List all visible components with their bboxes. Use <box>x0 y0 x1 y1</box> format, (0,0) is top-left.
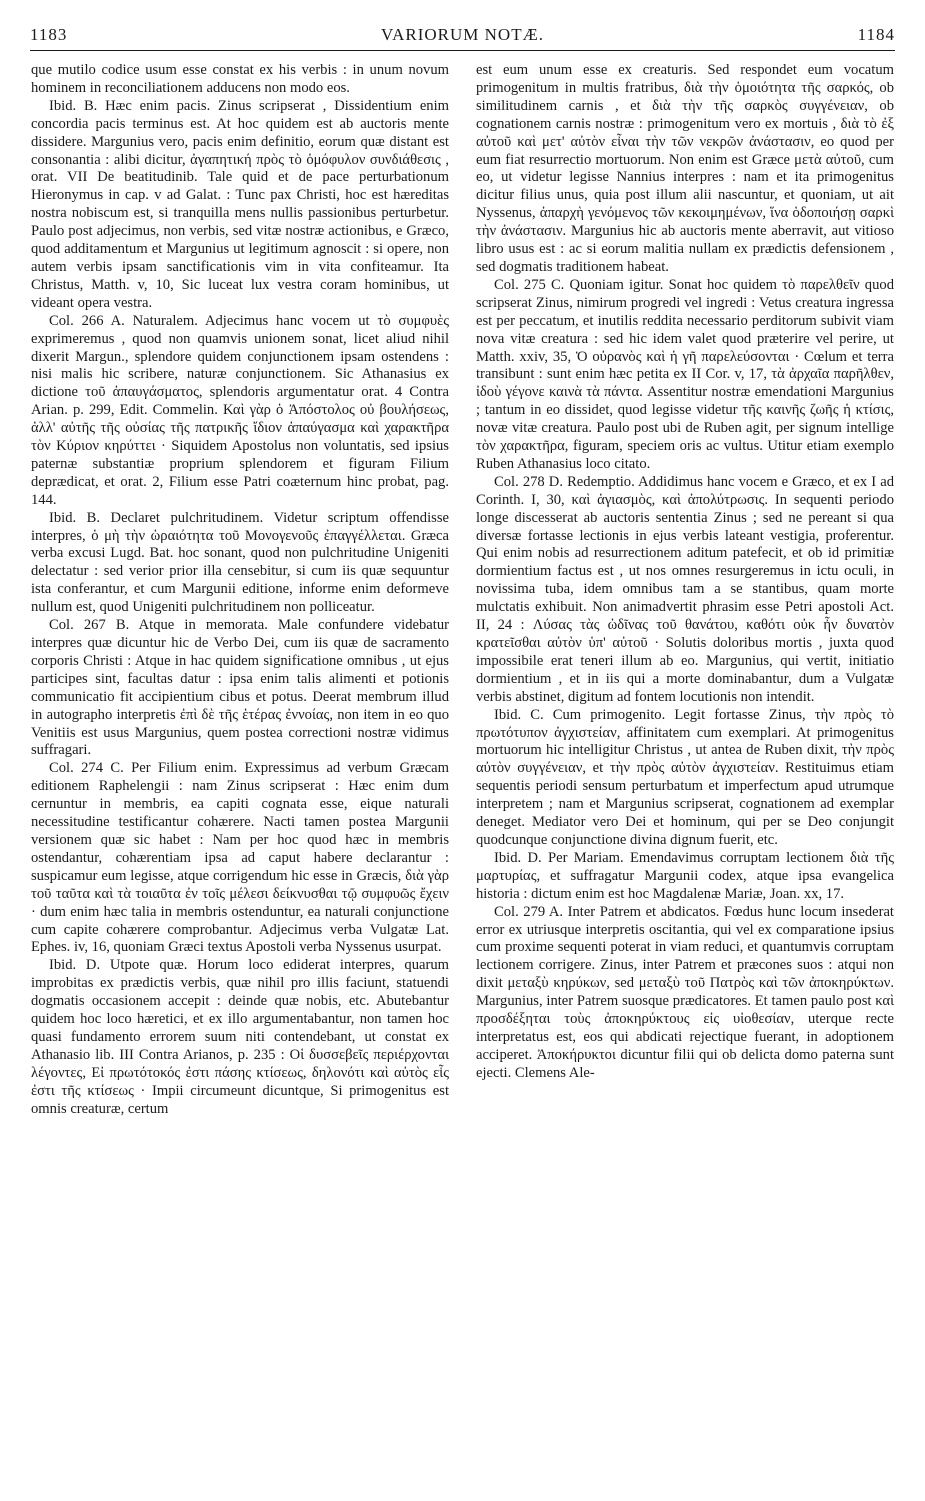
left-column <box>31 62 449 1487</box>
note-paragraph: Ibid. D. Utpote quæ. Horum loco ediderat interpres, quarum improbitas ex prædictis verbis, quæ nihil pro illis faciunt, statuendi dogmatis occasionem accepit : deinde quæ nobis, etc. Abutebantur quidem hoc loco hæretici, et ex illo argumentabantur, non tamen hoc quasi fundamento errorem suum niti contendebant, ut constat ex Athanasio lib. III Contra Arianos, p. 235 : Οἱ δυσσεβεῖς περιέρχονται λέγοντες, Εἰ πρωτότοκός ἐστι πάσης κτίσεως, δηλονότι καὶ αὐτὸς εἷς ἐστι τῆς κτίσεως · Impii circumeunt dicuntque, Si primogenitus est omnis creaturæ, certum <box>31 957 449 1117</box>
note-paragraph: Col. 278 D. Redemptio. Addidimus hanc vocem e Græco, et ex I ad Corinth. I, 30, καὶ ἁγιασμὸς, καὶ ἀπολύτρωσις. In sequenti periodo longe discesserat ab auctoris sententia Zinus ; sed ne pereant si qua diversæ fortasse lectionis in ejus verbis lateant vestigia, proferentur. Qui enim nobis ad resurrectionem aditum patefecit, et ob id primitiæ dormientium factus est , ut nos omnes resurgeremus in ictu oculi, in novissima tuba, idem omnibus tam a se stantibus, quam morte mulctatis exhibuit. Non animadvertit phrasim esse Petri apostoli Act. II, 24 : Λύσας τὰς ὠδῖνας τοῦ θανάτου, καθότι οὐκ ἦν δυνατὸν κρατεῖσθαι αὐτὸν ὑπ' αὐτοῦ · Solutis doloribus mortis , juxta quod impossibile erat teneri illum ab eo. Margunius, qui vertit, initiatio dormientium , et in iis qui a morte dominabantur, dum a Vulgatæ verbis abstinet, digitum ad fontem locutionis non intendit. <box>476 473 894 705</box>
running-header <box>30 20 895 51</box>
running-title: VARIORUM NOTÆ. <box>381 25 544 44</box>
note-paragraph: que mutilo codice usum esse constat ex his verbis : in unum novum hominem in reconciliationem adducens non modo eos. <box>31 62 449 96</box>
right-column <box>476 62 894 1487</box>
note-paragraph: Ibid. B. Declaret pulchritudinem. Videtur scriptum offendisse interpres, ὁ μὴ τὴν ὡραιότητα τοῦ Μονογενοῦς ἐπαγγέλλεται. Græca verba excusi Lugd. Bat. hoc sonant, quod non pulchritudine Unigeniti delectatur : sed verior prior illa censebitur, si cum iis quæ sequuntur ista conferantur, et cum Margunii editione, informe enim deformeve nullum est, quod Unigeniti pulchritudinem non polliceatur. <box>31 509 449 616</box>
note-paragraph: Col. 279 A. Inter Patrem et abdicatos. Fœdus hunc locum insederat error ex utriusque interpretis oscitantia, qui vel ex comparatione ipsius cum proxime sequenti poterat in viam reduci, et quantumvis corruptam lectionem corrigere. Zinus, inter Patrem et præcones suos : atqui non dixit μεταξὺ κηρύκων, sed μεταξὺ τοῦ Πατρὸς καὶ τῶν ἀποκηρύκτων. Margunius, inter Patrem suosque prædicatores. Et tamen paulo post καὶ προσδέξηται τοὺς ἀποκηρύκτους εἰς υἱοθεσίαν, uterque recte interpretatus est, eos qui abdicati rejectique fuerant, in adoptionem acciperet. Ἀποκήρυκτοι dicuntur filii qui ob delicta domo paterna sunt ejecti. Clemens Ale- <box>476 903 894 1081</box>
note-paragraph: Col. 274 C. Per Filium enim. Expressimus ad verbum Græcam editionem Raphelengii : nam Zinus scripserat : Hæc enim dum cernuntur in membris, ea capiti cognata esse, eique naturali necessitudine testificantur cohærere. Nacti tamen postea Margunii versionem quæ sic habet : Nam per hoc quod hæc in membris ostendantur, cohærentiam ipsa ad caput habere declarantur : suspicamur eum legisse, atque corrigendum hic esse in Græcis, διὰ γὰρ τοῦ ταῦτα καὶ τὰ τοιαῦτα ἐν τοῖς μέλεσι δείκνυσθαι τῷ συμφυῶς ἔχειν · dum enim hæc talia in membris ostenduntur, ea naturali conjunctione cum capite cohærere comprobantur. Adjecimus verba Vulgatæ Lat. Ephes. iv, 16, quoniam Græci textus Apostoli verba Nyssenus usurpat. <box>31 760 449 956</box>
note-paragraph: Col. 266 A. Naturalem. Adjecimus hanc vocem ut τὸ συμφυὲς exprimeremus , quod non quamvis unionem sonat, licet aliud nihil dixerit Margun., splendore quidem conjunctionem ipsam ostendens : nisi malis hic scribere, naturæ conjunctionem. Sic Athanasius ex dictione τοῦ ἀπαυγάσματος, splendoris argumentatur orat. 4 Contra Arian. p. 299, Edit. Commelin. Καὶ γὰρ ὁ Ἀπόστολος οὐ βουλήσεως, ἀλλ' αὐτῆς τῆς οὐσίας τῆς πατρικῆς ἴδιον ἀπαύγασμα καὶ χαρακτῆρα τὸν Κύριον κηρύττει · Siquidem Apostolus non voluntatis, sed ipsius paternæ substantiæ proprium splendorem et figuram Filium deprædicat, et orat. 2, Filium esse Patri coæternum hinc probat, pag. 144. <box>31 312 449 508</box>
note-paragraph: Ibid. D. Per Mariam. Emendavimus corruptam lectionem διὰ τῆς μαρτυρίας, et suffragatur Margunii codex, atque ipsa evangelica historia : dictum enim est hoc Magdalenæ Mariæ, Joan. xx, 17. <box>476 849 894 902</box>
note-paragraph: Ibid. B. Hæc enim pacis. Zinus scripserat , Dissidentium enim concordia pacis terminus est. At hoc quidem est ab auctoris mente dissidere. Margunius vero, pacis enim definitio, eorum quæ distant est consonantia : alibi dicitur, ἀγαπητική πρὸς τὸ ὁμόφυλον συνδιάθεσις , orat. VII De beatitudinib. Tale quid et de pace perturbationum Hieronymus in cap. v ad Galat. : Tunc pax Christi, hoc est hæreditas nostra nobiscum est, si tranquilla mens nullis passionibus perturbetur. Paulo post adjecimus, non verbis, sed vitæ nostræ actionibus, e Græco, quod additamentum et Margunius ut legitimum agnoscit : si opere, non autem verbis ipsam sanctificationis vim in vita confiteamur. Ita Christus, Matth. v, 10, Sic luceat lux vestra coram hominibus, ut videant opera vestra. <box>31 97 449 311</box>
note-paragraph: Col. 275 C. Quoniam igitur. Sonat hoc quidem τὸ παρελθεῖν quod scripserat Zinus, nimirum progredi vel ingredi : Vetus creatura ingressa est per peccatum, et inutilis reddita necessario perditorum subivit viam nova vitæ creatura : sed hic idem valet quod præterire vel perire, ut Matth. xxiv, 35, Ὁ οὐρανὸς καὶ ἡ γῆ παρελεύσονται · Cœlum et terra transibunt : sunt enim hæc petita ex II Cor. v, 17, τὰ ἀρχαῖα παρῆλθεν, ἰδοὺ γέγονε καινὰ τὰ πάντα. Assentitur nostræ emendationi Margunius ; tantum in eo dissidet, quod legisse videtur τῆς καινῆς ζωῆς ἡ κτίσις, novæ vitæ creatura. Paulo post ubi de Ruben agit, per signum intellige τὸν χαρακτῆρα, figuram, speciem oris ac vultus. Utitur etiam exemplo Ruben Athanasius loco citato. <box>476 276 894 472</box>
note-paragraph: Ibid. C. Cum primogenito. Legit fortasse Zinus, τὴν πρὸς τὸ πρωτότυπον ἀγχιστείαν, affinitatem cum exemplari. At primogenitus mortuorum hic intelligitur Christus , ut antea de Ruben dixit, τὴν πρὸς αὐτὸν συγγένειαν, et τὴν πρὸς αὐτὸν ἀγχιστείαν. Restituimus etiam sequentis periodi sensum perturbatum et imperfectum apud utrumque interpretem ; nam et Margunius scripserat, cognationem ad exemplar deneget. Mediator vero Dei et hominum, qui per se Deo conjungit quodcunque conjunctione divina dignum fuerit, etc. <box>476 706 894 848</box>
page-number-right: 1184 <box>857 25 895 44</box>
note-paragraph: est eum unum esse ex creaturis. Sed respondet eum vocatum primogenitum in multis fratribus, διὰ τὴν ὁμοιότητα τῆς σαρκός, ob similitudinem carnis , et διὰ τὴν τῆς σαρκὸς συγγένειαν, ob cognationem carnis nostræ : primogenitum vero ex mortuis , διὰ τὸ ἐξ αὐτοῦ καὶ μετ' αὐτὸν εἶναι τὴν τῶν νεκρῶν ἀνάστασιν, eo quod per eum fiat resurrectio mortuorum. Non enim est Græce μετὰ αὐτοῦ, cum eo, ut videtur legisse Nannius interpres : nam et ita primogenitus dicitur filius unus, quia post illum alii nascuntur, et quoniam, ut ait Nyssenus, ἀπαρχὴ γενόμενος τῶν κεκοιμημένων, ἵνα ὁδοποιήσῃ σαρκὶ τὴν ἀνάστασιν. Margunius hic ab auctoris mente aberravit, aut vitioso libro usus est : ac si eorum malitia nullam ex prædictis defensionem , sed dogmatis traditionem habeat. <box>476 62 894 275</box>
note-paragraph: Col. 267 B. Atque in memorata. Male confundere videbatur interpres quæ dicuntur hic de Verbo Dei, cum iis quæ de sacramento corporis Christi : Atque in hac quidem significatione omnibus , ut ejus participes sint, facultas datur : ipsa enim talis alimenti et potionis communicatio fit accipientium cibus et potus. Deerat membrum illud in autographo interpretis ἐπὶ δὲ τῆς ἑτέρας ἐννοίας, non item in eo quo Venitiis est usus Margunius, quem postea correctioni nostræ vidimus suffragari. <box>31 617 449 759</box>
page-number-left: 1183 <box>30 25 68 44</box>
